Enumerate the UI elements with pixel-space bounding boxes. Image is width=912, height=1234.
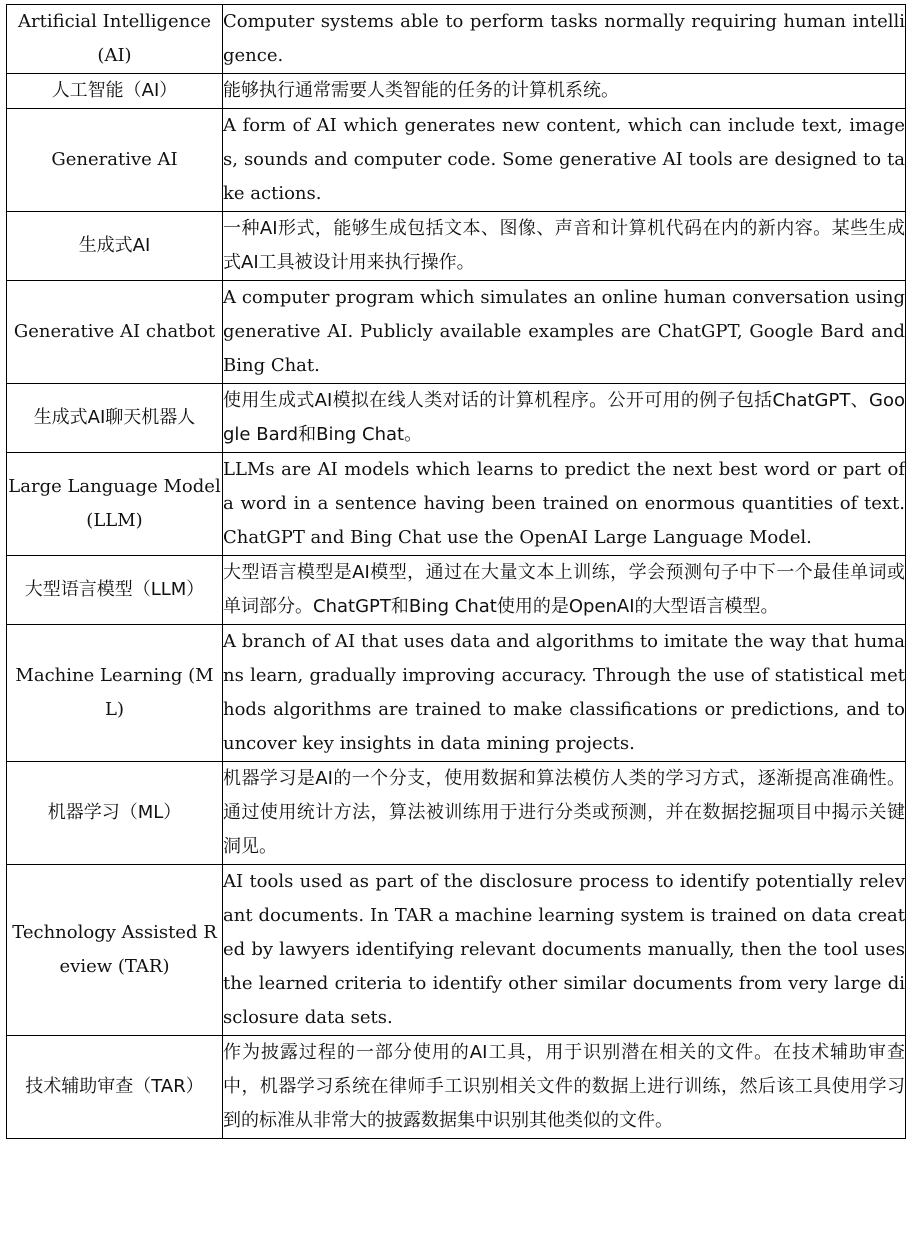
definition-cell: LLMs are AI models which learns to predict the next best word or part of a word in a sentence having been trained on enormous quantities of text. ChatGPT and Bing Chat use the OpenAI Large Language Model.: [223, 453, 906, 556]
definition-cell: 作为披露过程的一部分使用的AI工具，用于识别潜在相关的文件。在技术辅助审查中，机器学习系统在律师手工识别相关文件的数据上进行训练，然后该工具使用学习到的标准从非常大的披露数据集中识别其他类似的文件。: [223, 1036, 906, 1139]
glossary-row-ai-zh: [7, 74, 906, 109]
term-cell: Large Language Model (LLM): [7, 453, 223, 556]
glossary-row-tar-en: [7, 865, 906, 1036]
definition-cell: Computer systems able to perform tasks normally requiring human intelligence.: [223, 5, 906, 74]
glossary-row-generative-ai-zh: [7, 212, 906, 281]
term-cell: 生成式AI聊天机器人: [7, 384, 223, 453]
term-cell: 机器学习（ML）: [7, 762, 223, 865]
glossary-row-chatbot-en: [7, 281, 906, 384]
definition-cell: A form of AI which generates new content, which can include text, images, sounds and computer code. Some generative AI tools are designed to take actions.: [223, 109, 906, 212]
glossary-row-tar-zh: [7, 1036, 906, 1139]
glossary-row-ai-en: [7, 5, 906, 74]
glossary-row-chatbot-zh: [7, 384, 906, 453]
term-cell: Artificial Intelligence (AI): [7, 5, 223, 74]
glossary-table: [6, 4, 906, 1139]
glossary-row-llm-en: [7, 453, 906, 556]
term-cell: 人工智能（AI）: [7, 74, 223, 109]
glossary-row-ml-zh: [7, 762, 906, 865]
definition-cell: AI tools used as part of the disclosure process to identify potentially relevant documents. In TAR a machine learning system is trained on data created by lawyers identifying relevant documents manually, then the tool uses the learned criteria to identify other similar documents from very large disclosure data sets.: [223, 865, 906, 1036]
glossary-row-llm-zh: [7, 556, 906, 625]
term-cell: Technology Assisted Review (TAR): [7, 865, 223, 1036]
definition-cell: 机器学习是AI的一个分支，使用数据和算法模仿人类的学习方式，逐渐提高准确性。通过使用统计方法，算法被训练用于进行分类或预测，并在数据挖掘项目中揭示关键洞见。: [223, 762, 906, 865]
term-cell: 生成式AI: [7, 212, 223, 281]
glossary-row-generative-ai-en: [7, 109, 906, 212]
definition-cell: A branch of AI that uses data and algorithms to imitate the way that humans learn, gradually improving accuracy. Through the use of statistical methods algorithms are trained to make classifications or predictions, and to uncover key insights in data mining projects.: [223, 625, 906, 762]
term-cell: 技术辅助审查（TAR）: [7, 1036, 223, 1139]
definition-cell: 一种AI形式，能够生成包括文本、图像、声音和计算机代码在内的新内容。某些生成式AI工具被设计用来执行操作。: [223, 212, 906, 281]
term-cell: Generative AI chatbot: [7, 281, 223, 384]
definition-cell: A computer program which simulates an online human conversation using generative AI. Publicly available examples are ChatGPT, Google Bard and Bing Chat.: [223, 281, 906, 384]
term-cell: Generative AI: [7, 109, 223, 212]
term-cell: Machine Learning (ML): [7, 625, 223, 762]
term-cell: 大型语言模型（LLM）: [7, 556, 223, 625]
definition-cell: 大型语言模型是AI模型，通过在大量文本上训练，学会预测句子中下一个最佳单词或单词部分。ChatGPT和Bing Chat使用的是OpenAI的大型语言模型。: [223, 556, 906, 625]
glossary-row-ml-en: [7, 625, 906, 762]
definition-cell: 使用生成式AI模拟在线人类对话的计算机程序。公开可用的例子包括ChatGPT、Google Bard和Bing Chat。: [223, 384, 906, 453]
definition-cell: 能够执行通常需要人类智能的任务的计算机系统。: [223, 74, 906, 109]
